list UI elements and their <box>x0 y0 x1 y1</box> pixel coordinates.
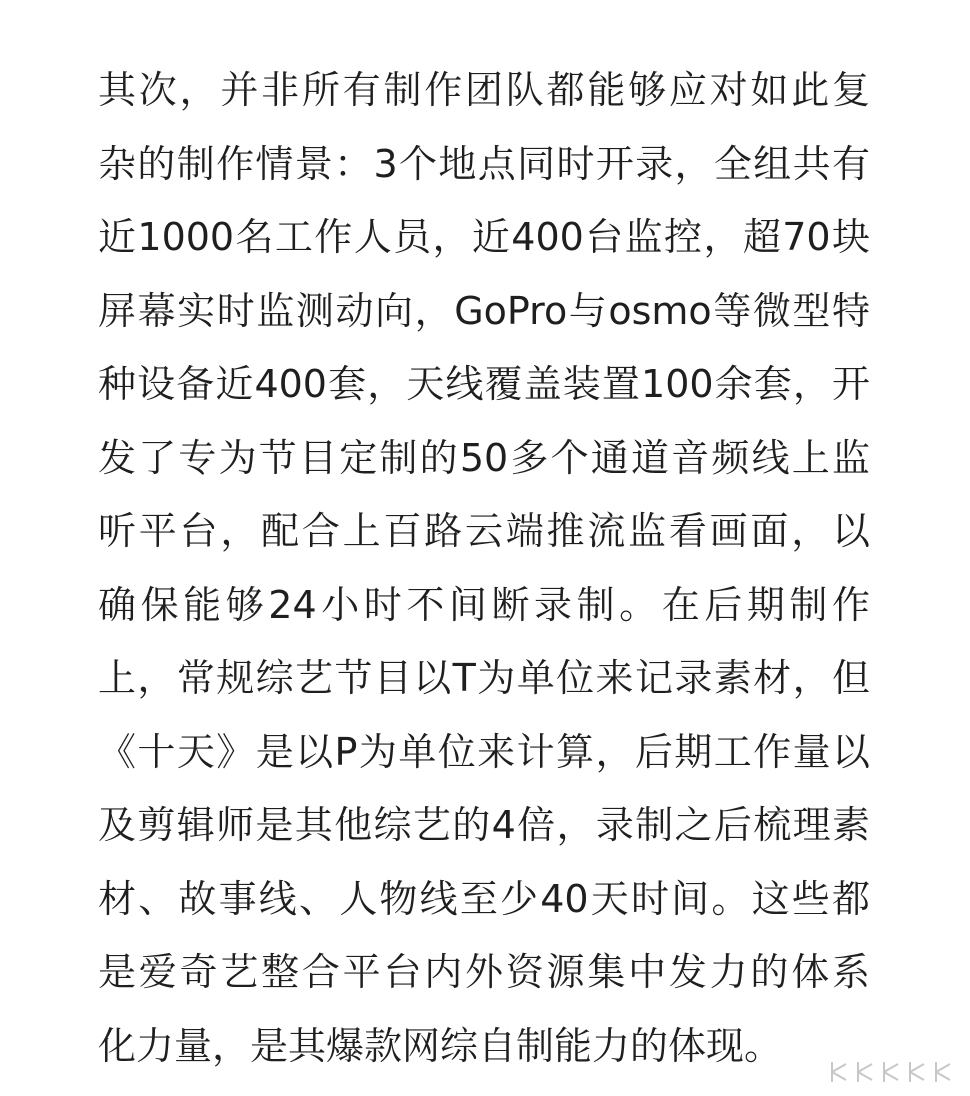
text-line-6: 发了专为节目定制的50多个通道音频线上监 <box>98 435 870 480</box>
watermark-stroke-icon <box>880 1060 902 1084</box>
text-line-8: 确保能够24小时不间断录制。在后期制作 <box>98 582 870 627</box>
text-line-13: 是爱奇艺整合平台内外资源集中发力的体系 <box>98 950 870 994</box>
text-line-4: 屏幕实时监测动向，GoPro与osmo等微型特 <box>98 288 870 333</box>
text-line-11: 及剪辑师是其他综艺的4倍，录制之后梳理素 <box>98 803 870 847</box>
text-line-12: 材、故事线、人物线至少40天时间。这些都 <box>98 876 870 921</box>
text-line-7: 听平台，配合上百路云端推流监看画面，以 <box>98 509 870 553</box>
text-line-2: 杂的制作情景：3个地点同时开录，全组共有 <box>98 141 870 186</box>
article-body <box>98 54 898 1083</box>
text-line-1: 其次，并非所有制作团队都能够应对如此复 <box>98 68 870 112</box>
watermark-stroke-icon <box>906 1060 928 1084</box>
text-line-9: 上，常规综艺节目以T为单位来记录素材，但 <box>98 656 870 700</box>
watermark-stroke-icon <box>932 1060 954 1084</box>
text-line-14: 化力量，是其爆款网综自制能力的体现。 <box>98 1023 783 1068</box>
weibo-watermark-icon <box>828 1060 954 1084</box>
watermark-stroke-icon <box>854 1060 876 1084</box>
text-line-3: 近1000名工作人员，近400台监控，超70块 <box>98 215 870 259</box>
watermark-stroke-icon <box>828 1060 850 1084</box>
text-line-10: 《十天》是以P为单位来计算，后期工作量以 <box>98 729 870 774</box>
text-line-5: 种设备近400套，天线覆盖装置100余套，开 <box>98 362 870 406</box>
